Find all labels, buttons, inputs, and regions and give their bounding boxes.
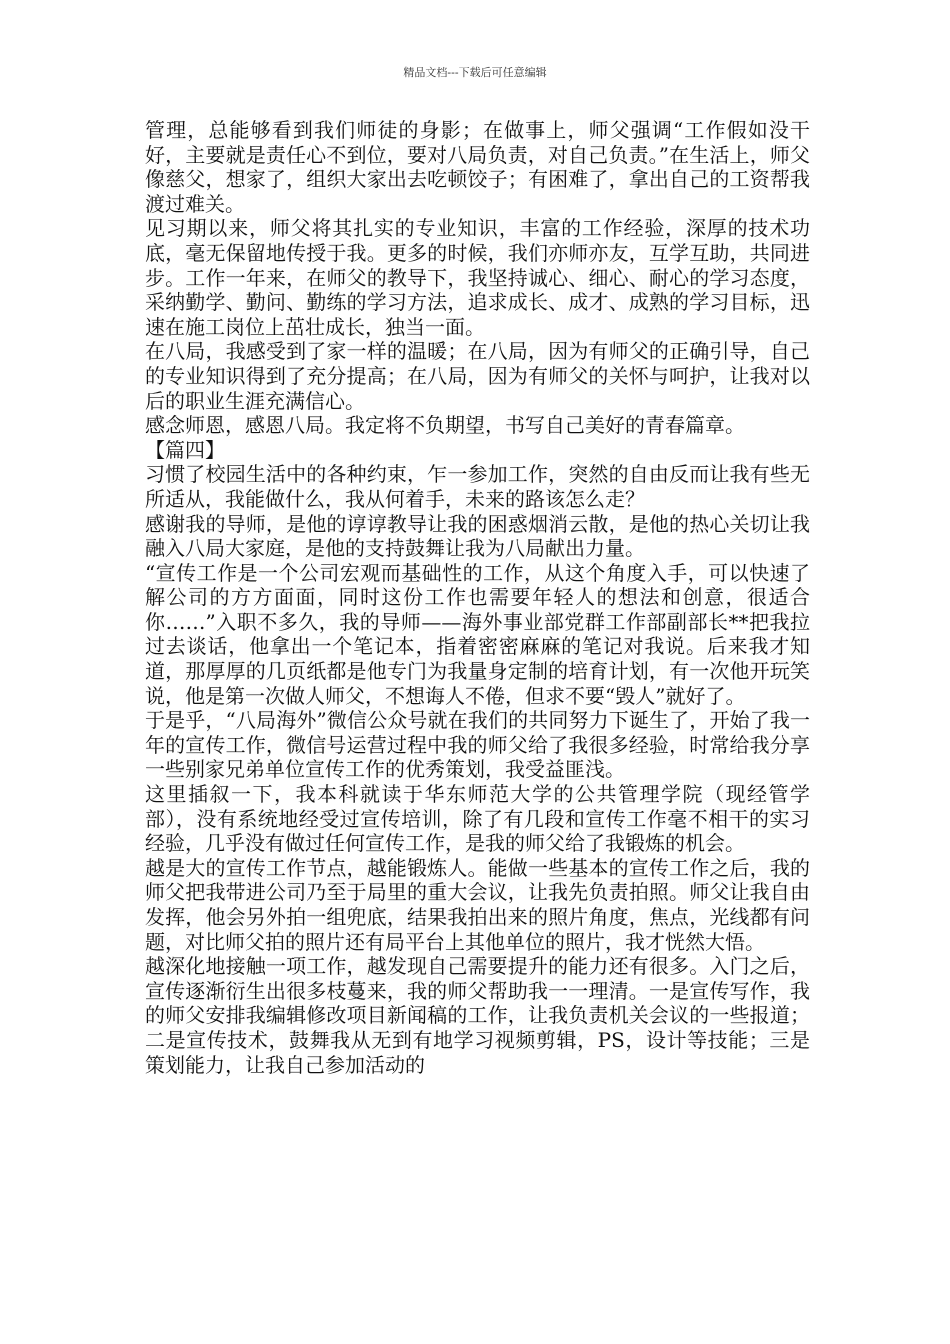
- paragraph-3: 在八局，我感受到了家一样的温暖；在八局，因为有师父的正确引导，自己的专业知识得到了充分提高；在八局，因为有师父的关怀与呵护，让我对以后的职业生涯充满信心。: [145, 339, 810, 413]
- document-body: [145, 118, 810, 1077]
- paragraph-8: 于是乎，“八局海外”微信公众号就在我们的共同努力下诞生了，开始了我一年的宣传工作，微信号运营过程中我的师父给了我很多经验，时常给我分享一些别家兄弟单位宣传工作的优秀策划，我受益匪浅。: [145, 708, 810, 782]
- paragraph-4: 感念师恩，感恩八局。我定将不负期望，书写自己美好的青春篇章。: [145, 413, 745, 438]
- paragraph-11: 越深化地接触一项工作，越发现自己需要提升的能力还有很多。入门之后，宣传逐渐衍生出很多枝蔓来，我的师父帮助我一一理清。一是宣传写作，我的师父安排我编辑修改项目新闻稿的工作，让我负责机关会议的一些报道；二是宣传技术，鼓舞我从无到有地学习视频剪辑，PS，设计等技能；三是策划能力，让我自己参加活动的: [145, 954, 810, 1077]
- page-header: 精品文档---下载后可任意编辑: [403, 66, 547, 79]
- paragraph-7: “宣传工作是一个公司宏观而基础性的工作，从这个角度入手，可以快速了解公司的方方面面，同时这份工作也需要年轻人的想法和创意，很适合你……”入职不多久，我的导师——海外事业部党群工作部副部长**把我拉过去谈话，他拿出一个笔记本，指着密密麻麻的笔记对我说。后来我才知道，那厚厚的几页纸都是他专门为我量身定制的培育计划，有一次他开玩笑说，他是第一次做人师父，不想诲人不倦，但求不要“毁人”就好了。: [145, 560, 810, 708]
- paragraph-5: 习惯了校园生活中的各种约束，乍一参加工作，突然的自由反而让我有些无所适从，我能做什么，我从何着手，未来的路该怎么走？: [145, 462, 810, 511]
- paragraph-6: 感谢我的导师，是他的谆谆教导让我的困惑烟消云散，是他的热心关切让我融入八局大家庭，是他的支持鼓舞让我为八局献出力量。: [145, 511, 810, 561]
- paragraph-9: 这里插叙一下，我本科就读于华东师范大学的公共管理学院（现经管学部），没有系统地经受过宣传培训，除了有几段和宣传工作毫不相干的实习经验，几乎没有做过任何宣传工作，是我的师父给了我锻炼的机会。: [145, 782, 810, 856]
- paragraph-10: 越是大的宣传工作节点，越能锻炼人。能做一些基本的宣传工作之后，我的师父把我带进公司乃至于局里的重大会议，让我先负责拍照。师父让我自由发挥，他会另外拍一组兜底，结果我拍出来的照片角度，焦点，光线都有问题，对比师父拍的照片还有局平台上其他单位的照片，我才恍然大悟。: [145, 855, 810, 954]
- section-heading: 【篇四】: [145, 437, 225, 462]
- paragraph-1: 管理，总能够看到我们师徒的身影；在做事上，师父强调“工作假如没干好，主要就是责任心不到位，要对八局负责，对自己负责。”在生活上，师父像慈父，想家了，组织大家出去吃顿饺子；有困难了，拿出自己的工资帮我渡过难关。: [145, 118, 810, 216]
- paragraph-2: 见习期以来，师父将其扎实的专业知识，丰富的工作经验，深厚的技术功底，毫无保留地传授于我。更多的时候，我们亦师亦友，互学互助，共同进步。工作一年来，在师父的教导下，我坚持诚心、细心、耐心的学习态度，采纳勤学、勤问、勤练的学习方法，追求成长、成才、成熟的学习目标，迅速在施工岗位上茁壮成长，独当一面。: [145, 216, 810, 339]
